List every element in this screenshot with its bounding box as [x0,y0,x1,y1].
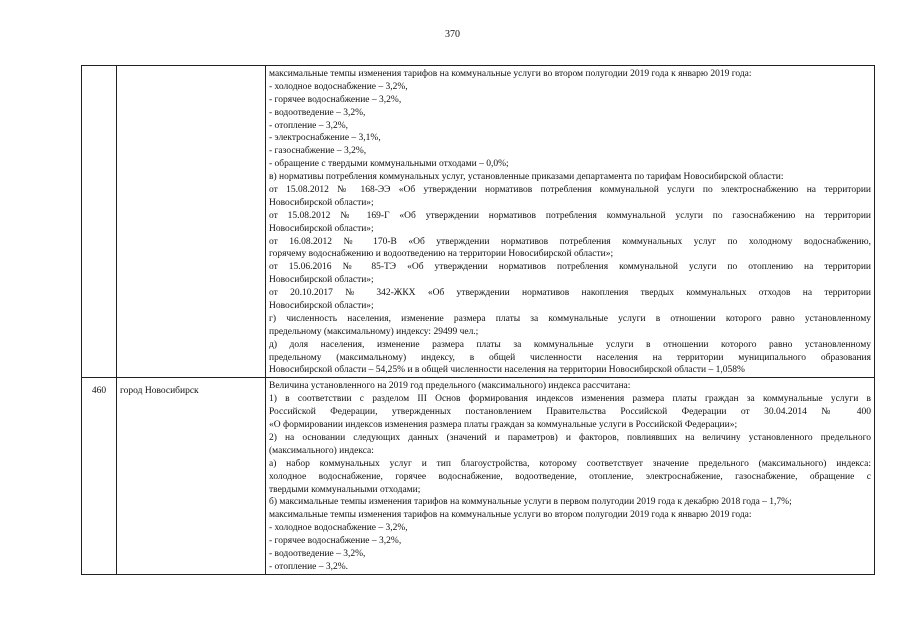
text-line: а) набор коммунальных услуг и тип благоустройства, которому соответствует значение предельного (максимального) индекса: [269,458,871,469]
text-line: от 20.10.2017 № 342-ЖКХ «Об утверждении нормативов накопления твердых коммунальных отходов на территории [269,288,871,299]
text-line: - отопление – 3,2%, [269,120,349,131]
text-line: г) численность населения, изменение размера платы за коммунальные услуги в отношении которого равно установленному [269,313,871,324]
row-name-cell [117,66,266,378]
text-line: от 15.06.2016 № 85-ТЭ «Об утверждении нормативов потребления коммунальной услуги по отоплению на территории [269,262,871,273]
text-line: - горячее водоснабжение – 3,2%, [269,94,402,105]
text-line: - водоотведение – 3,2%, [269,548,366,559]
text-line: в) нормативы потребления коммунальных услуг, установленные приказами департамента по тарифам Новосибирской области: [269,172,784,183]
row-number-cell: 460 [82,378,117,574]
text-line: - холодное водоснабжение – 3,2%, [269,81,408,92]
text-line: холодное водоснабжение, горячее водоснабжение, водоотведение, отопление, электроснабжение, газоснабжение, обращение с [269,471,871,482]
text-line: от 15.08.2012 № 168-ЭЭ «Об утверждении нормативов потребления коммунальной услуги по электроснабжению на территории [269,185,871,196]
table-row [82,66,875,378]
text-line: - газоснабжение – 3,2%, [269,146,367,157]
text-line: - горячее водоснабжение – 3,2%, [269,536,402,547]
text-line: - электроснабжение – 3,1%, [269,133,381,144]
text-line: б) максимальные темпы изменения тарифов на коммунальные услуги в первом полугодии 2019 года к декабрю 2018 года – 1,7%; [269,497,792,508]
text-line: предельному (максимальному) индексу: 29499 чел.; [269,326,479,337]
table-row [82,378,875,574]
text-line: Российской Федерации, утвержденных постановлением Правительства Российской Федерации от 30.04.2014 № 400 [269,407,871,418]
text-line: от 15.08.2012 № 169-Г «Об утверждении нормативов потребления коммунальной услуги по газоснабжению на территории [269,210,871,221]
text-line: твердыми коммунальными отходами; [269,484,421,495]
text-line: Новосибирской области»; [269,275,374,286]
text-line: от 16.08.2012 № 170-В «Об утверждении нормативов потребления коммунальных услуг по холодному водоснабжению, [269,236,871,247]
text-line: 1) в соответствии с разделом III Основ формирования индексов изменения размера платы граждан за коммунальные услуги в [269,394,871,405]
text-line: - обращение с твердыми коммунальными отходами – 0,0%; [269,159,509,170]
text-line: - отопление – 3,2%. [269,561,349,572]
text-line: Новосибирской области»; [269,301,374,312]
text-line: Новосибирской области»; [269,223,374,234]
data-table [81,65,875,575]
text-line: Новосибирской области»; [269,197,374,208]
page-number: 370 [445,29,460,40]
text-line: максимальные темпы изменения тарифов на коммунальные услуги во втором полугодии 2019 года к январю 2019 года: [269,69,752,79]
row-number-cell [82,66,117,378]
text-line: - водоотведение – 3,2%, [269,107,366,118]
text-line: Новосибирской области – 54,25% и в общей численности населения на территории Новосибирской области – 1,058% [269,365,745,376]
text-line: - холодное водоснабжение – 3,2%, [269,523,408,534]
text-line: предельному (максимальному) индексу, в общей численности населения на территории муниципального образования [269,352,871,363]
text-line: максимальные темпы изменения тарифов на коммунальные услуги во втором полугодии 2019 года к январю 2019 года: [269,510,752,521]
row-description-cell [266,378,875,574]
text-line: 2) на основании следующих данных (значений и параметров) и факторов, повлиявших на величину установленного предельного [269,432,871,443]
text-line: горячему водоснабжению и водоотведению на территории Новосибирской области»; [269,249,614,260]
row-name-cell: город Новосибирск [117,378,266,574]
text-line: д) доля населения, изменение размера платы за коммунальные услуги в отношении которого равно установленному [269,339,871,350]
text-line: (максимального) индекса: [269,445,374,456]
text-line: Величина установленного на 2019 год предельного (максимального) индекса рассчитана: [269,381,631,392]
text-line: «О формировании индексов изменения размера платы граждан за коммунальные услуги в Российской Федерации»; [269,420,738,431]
row-description-cell [266,66,875,378]
